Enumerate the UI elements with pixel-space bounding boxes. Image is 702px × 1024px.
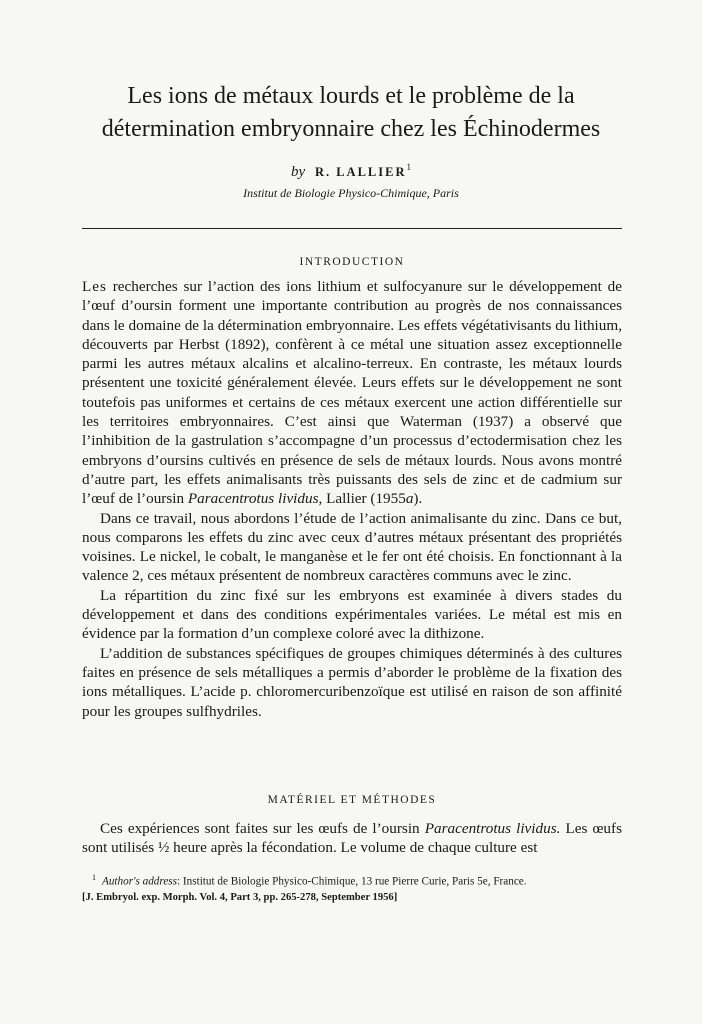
author-name: R. LALLIER: [314, 165, 407, 179]
footnote: [82, 870, 627, 906]
intro-p1-text-c: ).: [413, 490, 423, 508]
footnote-text: : Institut de Biologie Physico-Chimique, 13 rue Pierre Curie, Paris 5e, France.: [177, 875, 527, 888]
paper-title: [40, 80, 662, 146]
journal-citation: [J. Embryol. exp. Morph. Vol. 4, Part 3, pp. 265-278, September 1956]: [82, 891, 398, 903]
intro-p1-species: Paracentrotus lividus: [187, 490, 319, 508]
introduction-body: [82, 277, 622, 721]
header-rule: [82, 228, 622, 229]
methods-body: [82, 819, 622, 858]
methods-paragraph-1: [82, 819, 622, 858]
intro-paragraph-1: [82, 277, 622, 509]
intro-lead-word: Les: [82, 278, 107, 295]
affiliation: Institut de Biologie Physico-Chimique, Paris: [243, 186, 459, 200]
footnote-mark: 1: [92, 873, 96, 882]
intro-paragraph-3: La répartition du zinc fixé sur les embryons est examinée à divers stades du développement et dans des conditions expérimentales variées. Le métal est mis en évidence par la formation d’un complexe coloré avec la dithizone.: [82, 586, 622, 643]
intro-p1-text-a: recherches sur l’action des ions lithium et sulfocyanure sur le développement de l’œuf d’oursin forment une importante contribution au progrès de nos connaissances dans le domaine de la détermination embryonnaire. Les effets végétativisants du lithium, découverts par Herbst (1892), confèrent à ce métal une situation assez exceptionnelle parmi les autres métaux alcalins et alcalino-terreux. En contraste, les métaux lourds présentent une toxicité généralement élevée. Leurs effets sur le développement ne sont toutefois pas uniformes et certains de ces métaux exercent une action différentielle sur les territoires embryonnaires. C’est ainsi que Waterman (1937) a observé que l’inhibition de la gastrulation s’accompagne d’un processus d’ectodermisation chez les embryons d’oursins cultivés en présence de sels de métaux lourds. Nous avons montré d’autre part, les effets animalisants très puissants des sels de zinc et de cadmium sur l’œuf de l’oursin: [82, 278, 622, 508]
footnote-address: [82, 870, 627, 890]
author-note-mark: 1: [406, 162, 411, 172]
introduction-heading: INTRODUCTION: [299, 256, 405, 268]
intro-paragraph-4: L’addition de substances spécifiques de groupes chimiques déterminés à des cultures faites en présence de sels métalliques a permis d’aborder le problème de la fixation des ions métalliques. L’acide p. chloromercuribenzoïque est utilisé en raison de son affinité pour les groupes sulfhydriles.: [82, 644, 622, 720]
methods-p1-text-b: Les œufs sont utilisés ½ heure après la fécondation. Le volume de chaque culture est: [82, 820, 622, 857]
methods-heading: MATÉRIEL ET MÉTHODES: [267, 794, 437, 806]
title-line-2: détermination embryonnaire chez les Échinodermes: [101, 116, 601, 142]
byline-by: by: [291, 164, 306, 180]
methods-p1-text-a: Ces expériences sont faites sur les œufs de l’oursin: [100, 820, 425, 837]
intro-p1-ref-letter: a: [405, 490, 414, 508]
title-line-1: Les ions de métaux lourds et le problème de la: [127, 83, 575, 109]
footnote-label: Author's address: [102, 875, 178, 888]
intro-p1-text-b: , Lallier (1955: [318, 490, 406, 508]
byline: [0, 162, 702, 181]
intro-paragraph-2: Dans ce travail, nous abordons l’étude de l’action animalisante du zinc. Dans ce but, nous comparons les effets du zinc avec ceux d’autres métaux présentant des propriétés voisines. Le nickel, le cobalt, le manganèse et le fer ont été choisis. En fonctionnant à la valence 2, ces métaux présentent de nombreux caractères communs avec le zinc.: [82, 509, 622, 585]
methods-p1-species: Paracentrotus lividus.: [424, 820, 561, 837]
